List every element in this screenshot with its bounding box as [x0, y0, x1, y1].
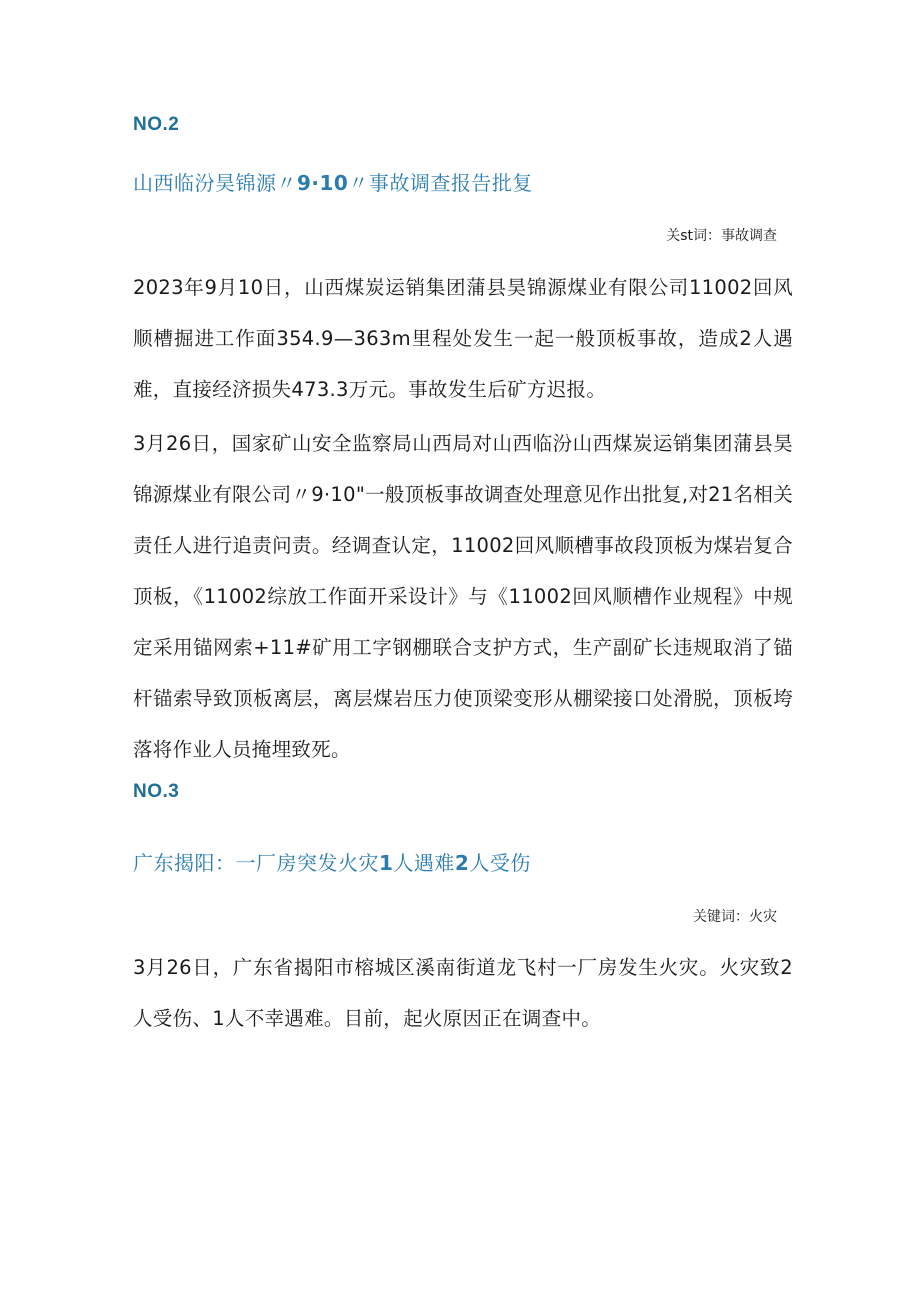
keyword-label: 关键词：火灾	[693, 909, 777, 925]
paragraph: 2023年9月10日，山西煤炭运销集团蒲县昊锦源煤业有限公司11002回风顺槽掘进工作面354.9—363m里程处发生一起一般顶板事故，造成2人遇难，直接经济损失473.3万元。事故发生后矿方迟报。	[133, 276, 793, 401]
paragraph: 3月26日，广东省揭阳市榕城区溪南街道龙飞村一厂房发生火灾。火灾致2人受伤、1人不幸遇难。目前，起火原因正在调查中。	[133, 956, 793, 1030]
paragraph: 3月26日，国家矿山安全监察局山西局对山西临汾山西煤炭运销集团蒲县昊锦源煤业有限公司〃9·10"一般顶板事故调查处理意见作出批复,对21名相关责任人进行追责问责。经调查认定，11002回风顺槽事故段顶板为煤岩复合顶板，《11002综放工作面开采设计》与《11002回风顺槽作业规程》中规定采用锚网索+11#矿用工字钢棚联合支护方式，生产副矿长违规取消了锚杆锚索导致顶板离层，离层煤岩压力使顶梁变形从棚梁接口处滑脱，顶板垮落将作业人员掩埋致死。	[133, 432, 793, 761]
section-title	[133, 167, 533, 196]
title-mid: 人遇难	[393, 851, 455, 875]
section-title	[133, 847, 531, 876]
title-suffix: 〃事故调查报告批复	[348, 171, 533, 195]
section-number: NO.3	[133, 781, 180, 802]
section-number: NO.2	[133, 114, 180, 135]
title-count-injured: 2	[454, 851, 470, 875]
title-prefix: 山西临汾昊锦源〃	[133, 171, 297, 195]
title-prefix: 广东揭阳：一厂房突发火灾	[133, 851, 379, 875]
title-suffix: 人受伤	[469, 851, 531, 875]
title-date: 9·10	[297, 171, 349, 195]
title-count-dead: 1	[379, 851, 394, 875]
keyword-label: 关st词：事故调查	[666, 228, 777, 244]
